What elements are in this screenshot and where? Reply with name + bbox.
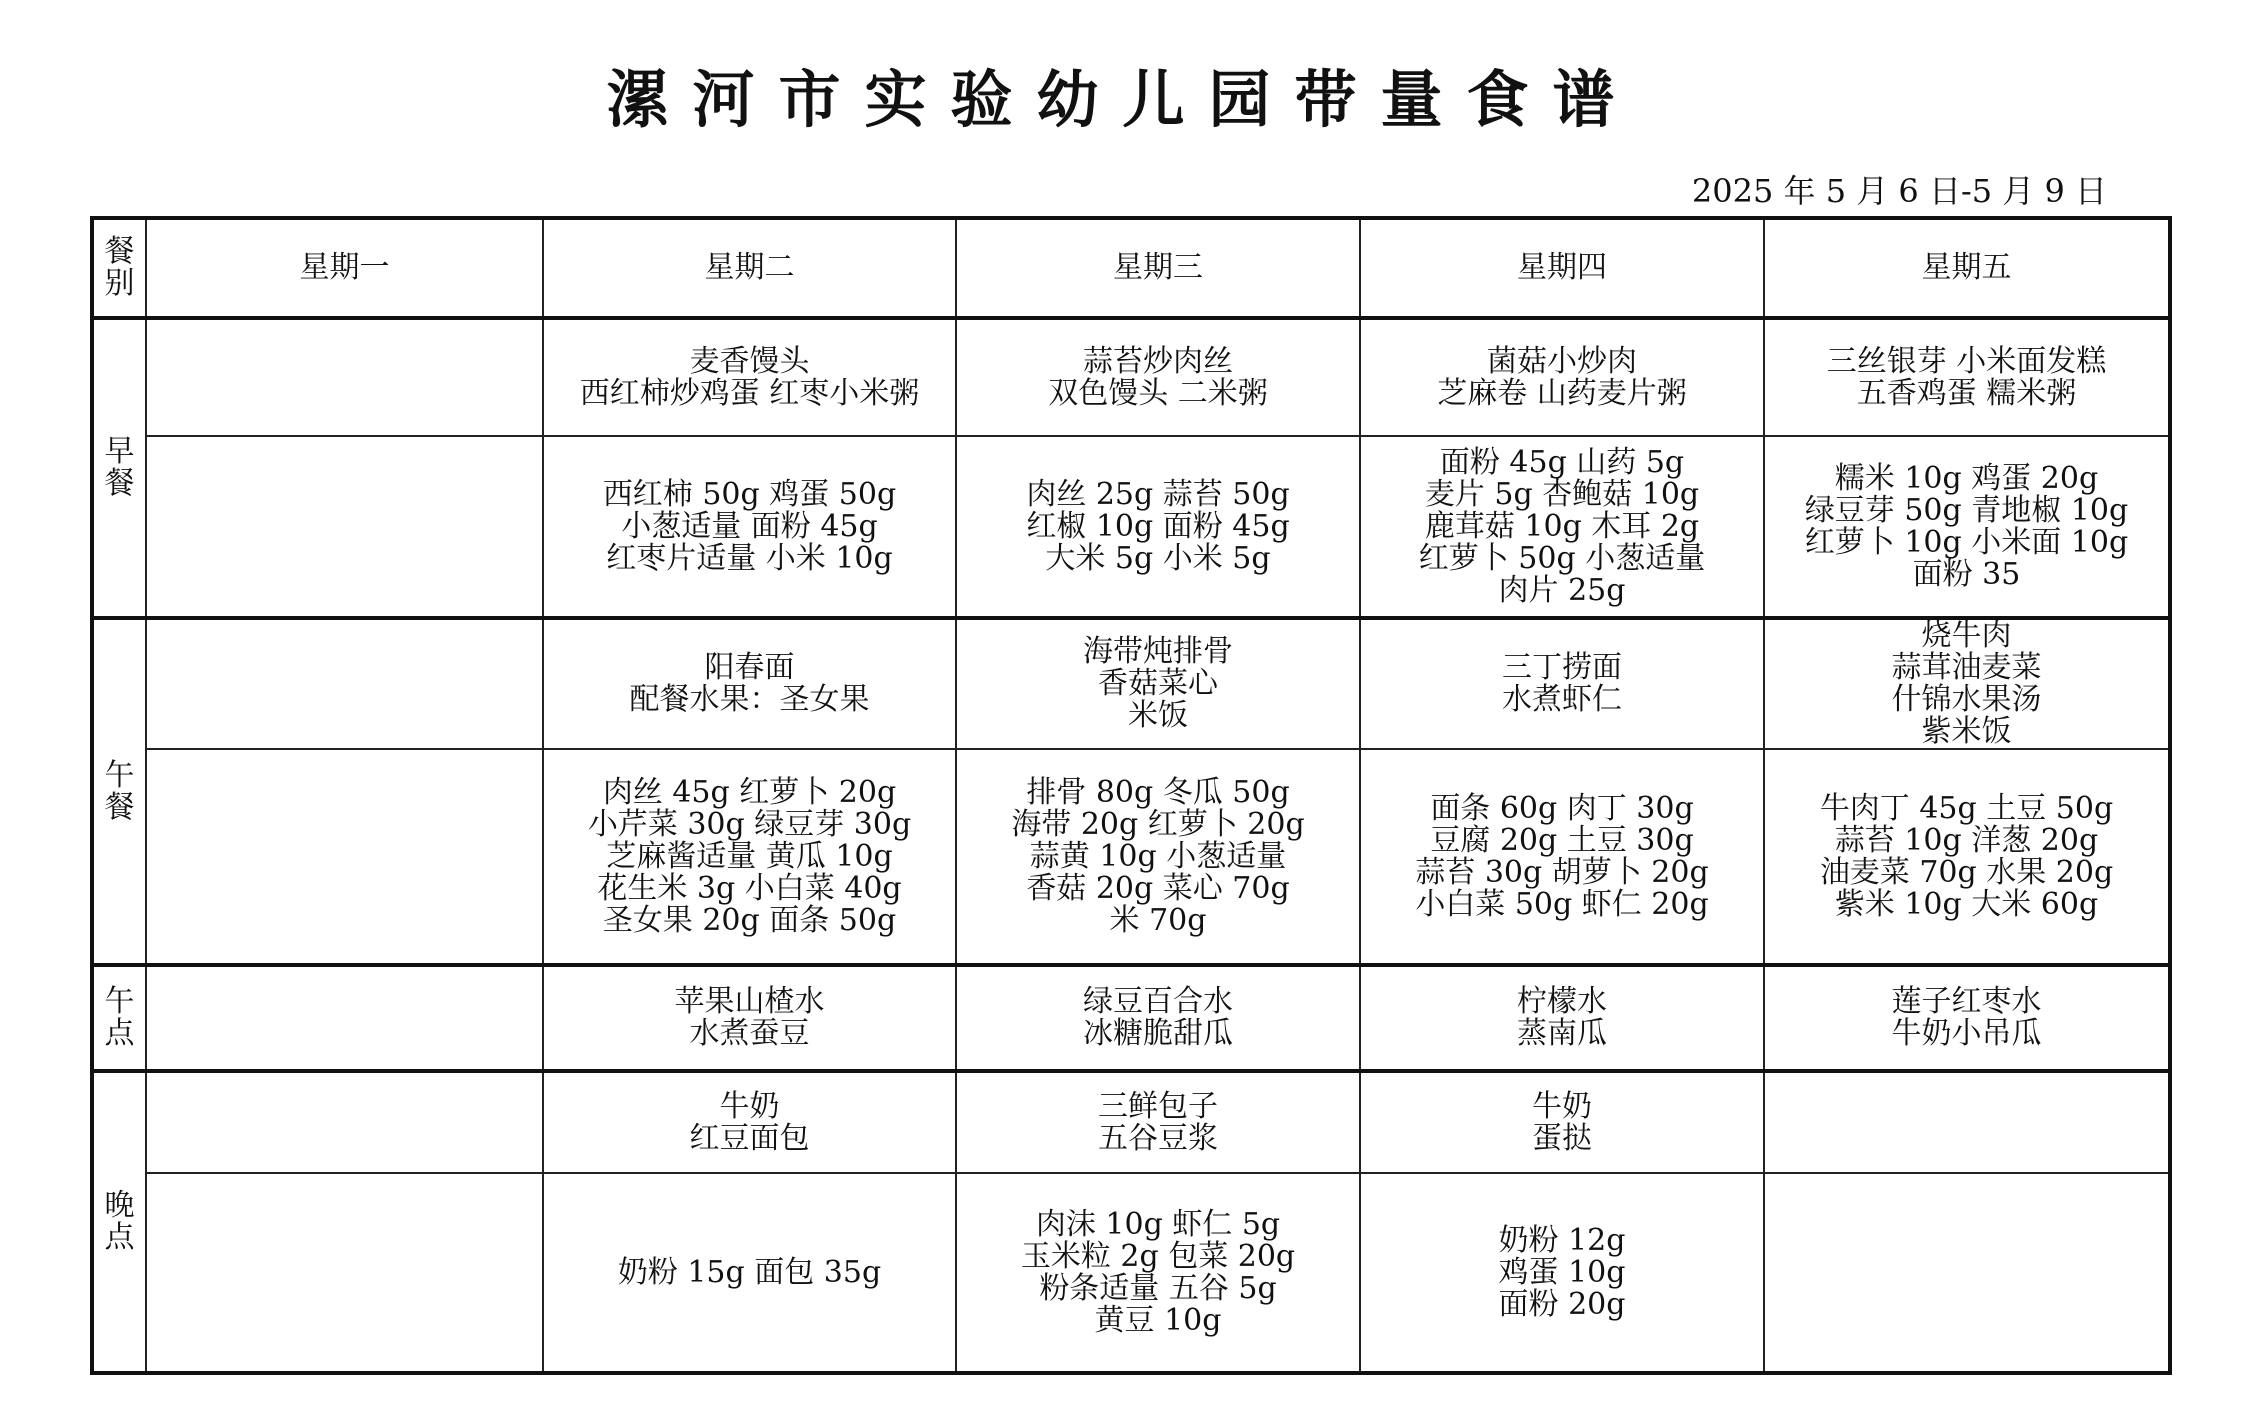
- breakfast-dish-thu: 菌菇小炒肉 芝麻卷 山药麦片粥: [1360, 318, 1764, 436]
- meal-label-snack-text: 午点: [104, 984, 135, 1051]
- meal-label-breakfast: [92, 318, 146, 618]
- breakfast-dish-tue: 麦香馒头 西红柿炒鸡蛋 红枣小米粥: [543, 318, 956, 436]
- breakfast-ingredients-tue: 西红柿 50g 鸡蛋 50g 小葱适量 面粉 45g 红枣片适量 小米 10g: [543, 436, 956, 618]
- evening-dish-thu: 牛奶 蛋挞: [1360, 1071, 1764, 1173]
- evening-ingredients-fri: [1764, 1173, 2170, 1373]
- lunch-ingredients-thu: 面条 60g 肉丁 30g 豆腐 20g 土豆 30g 蒜苔 30g 胡萝卜 20g 小白菜 50g 虾仁 20g: [1360, 749, 1764, 965]
- evening-ingredients-wed: 肉沫 10g 虾仁 5g 玉米粒 2g 包菜 20g 粉条适量 五谷 5g 黄豆 10g: [956, 1173, 1360, 1373]
- meal-label-lunch-text: 午餐: [104, 757, 135, 825]
- menu-table: [90, 216, 2172, 1375]
- meal-label-lunch: [92, 618, 146, 965]
- lunch-ingredients-row: [92, 749, 2170, 965]
- breakfast-dish-mon: [146, 318, 543, 436]
- day-header-wed: 星期三: [956, 218, 1360, 318]
- breakfast-ingredients-wed: 肉丝 25g 蒜苔 50g 红椒 10g 面粉 45g 大米 5g 小米 5g: [956, 436, 1360, 618]
- evening-dish-mon: [146, 1071, 543, 1173]
- snack-dish-fri: 莲子红枣水 牛奶小吊瓜: [1764, 965, 2170, 1071]
- evening-ingredients-tue: 奶粉 15g 面包 35g: [543, 1173, 956, 1373]
- lunch-dish-mon: [146, 618, 543, 749]
- page-title: 漯河市实验幼儿园带量食谱: [606, 63, 1639, 136]
- meal-column-header-text: 餐别: [104, 234, 135, 301]
- snack-dish-mon: [146, 965, 543, 1071]
- evening-dishes-row: [92, 1071, 2170, 1173]
- snack-dish-thu: 柠檬水 蒸南瓜: [1360, 965, 1764, 1071]
- lunch-dish-tue: 阳春面 配餐水果：圣女果: [543, 618, 956, 749]
- evening-ingredients-row: [92, 1173, 2170, 1373]
- lunch-ingredients-tue: 肉丝 45g 红萝卜 20g 小芹菜 30g 绿豆芽 30g 芝麻酱适量 黄瓜 10g 花生米 3g 小白菜 40g 圣女果 20g 面条 50g: [543, 749, 956, 965]
- day-header-thu: 星期四: [1360, 218, 1764, 318]
- meal-column-header: [92, 218, 146, 318]
- meal-label-evening-text: 晚点: [104, 1188, 135, 1255]
- day-header-tue: 星期二: [543, 218, 956, 318]
- meal-label-breakfast-text: 早餐: [104, 434, 135, 501]
- evening-dish-fri: [1764, 1071, 2170, 1173]
- breakfast-ingredients-fri: 糯米 10g 鸡蛋 20g 绿豆芽 50g 青地椒 10g 红萝卜 10g 小米面 10g 面粉 35: [1764, 436, 2170, 618]
- snack-dish-tue: 苹果山楂水 水煮蚕豆: [543, 965, 956, 1071]
- evening-dish-wed: 三鲜包子 五谷豆浆: [956, 1071, 1360, 1173]
- day-header-fri: 星期五: [1764, 218, 2170, 318]
- date-range: 2025 年 5 月 6 日-5 月 9 日: [1691, 172, 2107, 210]
- lunch-dish-thu: 三丁捞面 水煮虾仁: [1360, 618, 1764, 749]
- snack-dish-wed: 绿豆百合水 冰糖脆甜瓜: [956, 965, 1360, 1071]
- breakfast-ingredients-mon: [146, 436, 543, 618]
- lunch-dish-fri: 烧牛肉 蒜茸油麦菜 什锦水果汤 紫米饭: [1764, 618, 2170, 749]
- day-header-mon: 星期一: [146, 218, 543, 318]
- evening-ingredients-mon: [146, 1173, 543, 1373]
- snack-row: [92, 965, 2170, 1071]
- evening-ingredients-thu: 奶粉 12g 鸡蛋 10g 面粉 20g: [1360, 1173, 1764, 1373]
- lunch-ingredients-fri: 牛肉丁 45g 土豆 50g 蒜苔 10g 洋葱 20g 油麦菜 70g 水果 20g 紫米 10g 大米 60g: [1764, 749, 2170, 965]
- breakfast-dish-fri: 三丝银芽 小米面发糕 五香鸡蛋 糯米粥: [1764, 318, 2170, 436]
- evening-dish-tue: 牛奶 红豆面包: [543, 1071, 956, 1173]
- breakfast-ingredients-thu: 面粉 45g 山药 5g 麦片 5g 杏鲍菇 10g 鹿茸菇 10g 木耳 2g 红萝卜 50g 小葱适量 肉片 25g: [1360, 436, 1764, 618]
- meal-label-evening: [92, 1071, 146, 1373]
- breakfast-ingredients-row: [92, 436, 2170, 618]
- breakfast-dish-wed: 蒜苔炒肉丝 双色馒头 二米粥: [956, 318, 1360, 436]
- header-row: [92, 218, 2170, 318]
- lunch-dishes-row: [92, 618, 2170, 749]
- lunch-dish-wed: 海带炖排骨 香菇菜心 米饭: [956, 618, 1360, 749]
- lunch-ingredients-mon: [146, 749, 543, 965]
- breakfast-dishes-row: [92, 318, 2170, 436]
- meal-label-snack: [92, 965, 146, 1071]
- lunch-ingredients-wed: 排骨 80g 冬瓜 50g 海带 20g 红萝卜 20g 蒜黄 10g 小葱适量 香菇 20g 菜心 70g 米 70g: [956, 749, 1360, 965]
